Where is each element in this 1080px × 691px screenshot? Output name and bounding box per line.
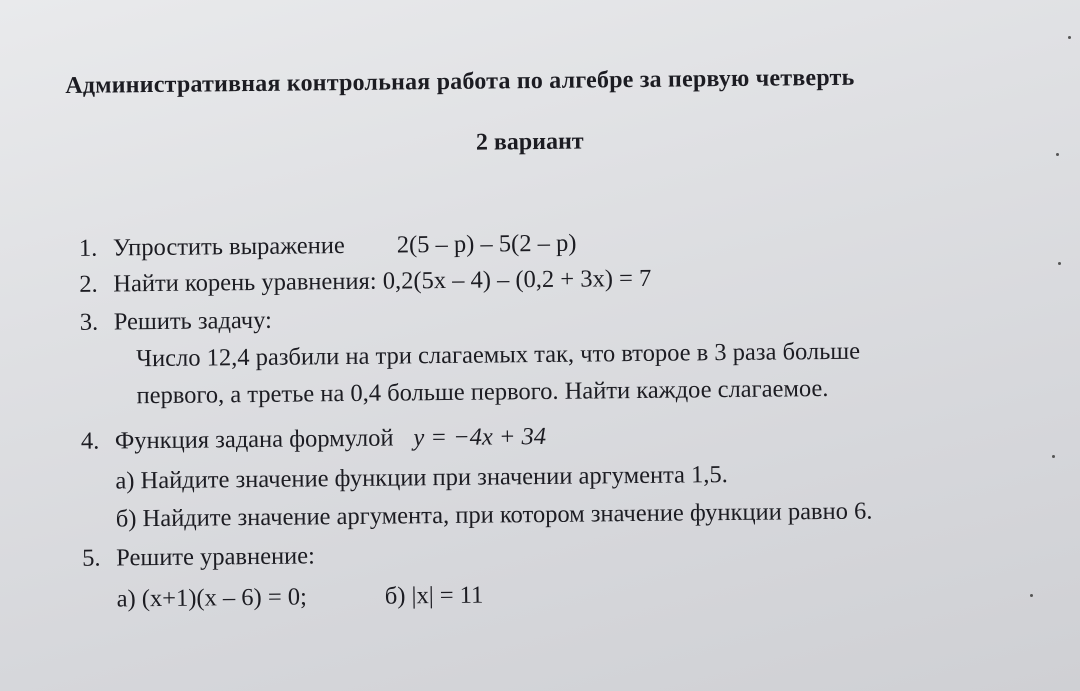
task-1-number: 1. [78,234,98,262]
task-3-number: 3. [79,308,99,336]
task-4-part-b: б) Найдите значение аргумента, при котором значение функции равно 6. [115,497,873,533]
task-2-number: 2. [79,270,98,298]
task-4-text: Функция задана формулой [114,424,394,455]
paper-speck [1052,455,1055,458]
task-1-expression: 2(5 – p) – 5(2 – p) [396,229,577,259]
worksheet-title: Административная контрольная работа по алгебре за первую четверть [65,64,855,99]
task-4-formula: y = −4x + 34 [413,422,547,452]
paper-speck [1058,262,1061,265]
task-5-equations [116,581,484,613]
task-3-text: Решить задачу: [113,306,273,336]
task-1-text: Упростить выражение [112,232,345,262]
task-3-problem-line-1: Число 12,4 разбили на три слагаемых так, что второе в 3 раза больше [135,337,861,373]
task-4-number: 4. [80,427,100,455]
task-4 [80,422,547,455]
variant-label: 2 вариант [475,128,584,156]
task-5-part-a: а) (x+1)(x – 6) = 0; [116,583,308,613]
task-1 [78,229,577,262]
task-5-number: 5. [82,544,101,572]
task-2 [79,264,652,298]
task-5 [82,544,315,571]
task-2-text: Найти корень уравнения: 0,2(5x – 4) – (0,2 + 3x) = 7 [113,264,652,298]
paper-speck [1056,153,1059,156]
paper-speck [1030,594,1033,597]
task-4-part-a: а) Найдите значение функции при значении аргумента 1,5. [115,461,729,495]
paper-speck [1068,36,1071,39]
task-5-part-b: б) |x| = 11 [384,581,484,610]
task-5-text: Решите уравнение: [116,542,316,572]
task-3 [79,306,273,336]
task-3-problem-line-2: первого, а третье на 0,4 больше первого. Найти каждое слагаемое. [136,374,829,410]
